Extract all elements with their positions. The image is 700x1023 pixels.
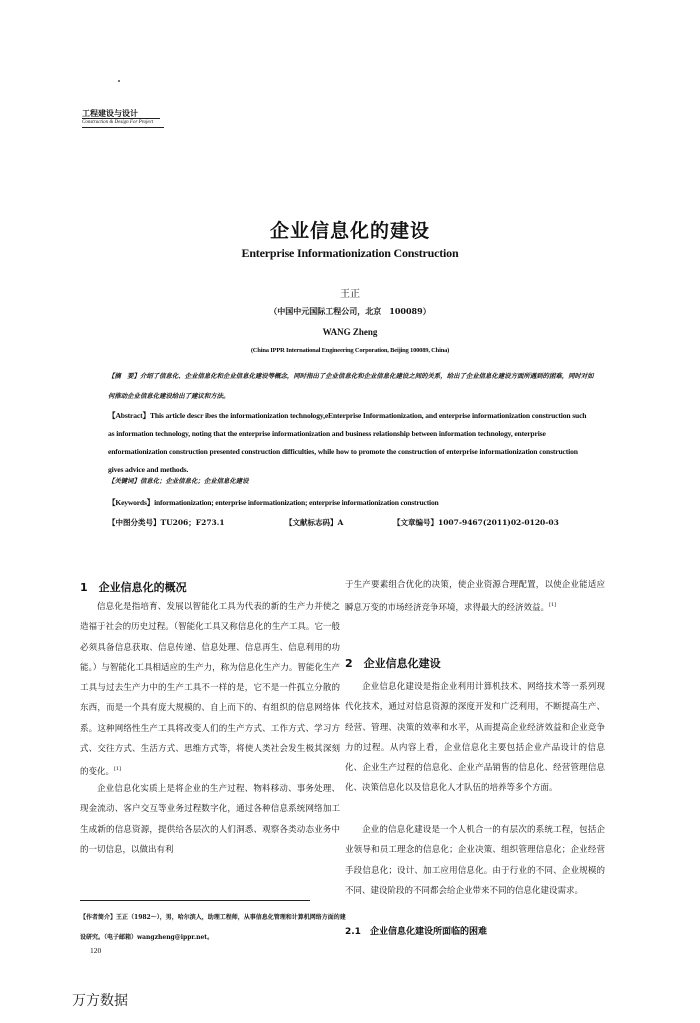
section-2-para-1-text: 企业信息化建设是指企业利用计算机技术、网络技术等一系列现代化技术，通过对信息资源的深度开发和广泛利用，不断提高生产、经营、管理、决策的效率和水平，从而提高企业经济效益和企业竞争力的过程。从内容上看，企业信息化主要包括企业产品设计的信息化、企业生产过程的信息化、企业产品销售的信息化、经营管理信息化、决策信息化以及信息化人才队伍的培养等多个方面。 (345, 682, 605, 794)
keywords-en-label: 【Keywords】 (108, 498, 155, 507)
right-column-continuation (345, 575, 605, 618)
section-1-para-1-text: 信息化是指培育、发展以智能化工具为代表的新的生产力并使之造福于社会的历史过程。（智能化工具又称信息化的生产工具。它一般必须具备信息获取、信息传递、信息处理、信息再生、信息利用的功能。）与智能化工具相适应的生产力，称为信息化生产力。智能化生产工具与过去生产力中的生产工具不一样的是，它不是一件孤立分散的东西，而是一个具有庞大规模的、自上而下的、有组织的信息网络体系。这种网络性生产工具将改变人们的生产方式、工作方式、学习方式、交往方式、生活方式、思维方式等，将使人类社会发生极其深刻的变化。 (80, 602, 340, 778)
abstract-en-label: 【Abstract】 (108, 411, 150, 420)
author-name-cn: 王正 (340, 289, 360, 300)
footnote-label: 【作者简介】 (80, 914, 117, 921)
author-footnote (80, 908, 350, 948)
scan-speck (118, 80, 120, 82)
continuation-text: 于生产要素组合优化的决策，使企业资源合理配置，以使企业能适应瞬息万变的市场经济竞争环境，求得最大的经济效益。 (345, 580, 605, 614)
footnote-rule (80, 900, 310, 901)
page-number: 120 (90, 946, 102, 955)
abstract-en (108, 407, 594, 479)
subsection-2-1-heading: 2.1 企业信息化建设所面临的困难 (345, 927, 487, 937)
section-2-para-1 (345, 677, 605, 799)
journal-name-cn: 工程建设与设计 (82, 108, 138, 118)
author-affiliation-en: (China IPPR International Engineering Corporation, Beijing 100089, China) (250, 347, 450, 354)
paper-title-cn: 企业信息化的建设 (269, 220, 430, 242)
article-number: 【文章编号】1007-9467(2011)02-0120-03 (393, 518, 559, 527)
author-name-en: WANG Zheng (322, 327, 378, 337)
section-2-para-2 (345, 820, 605, 901)
journal-name-en: Construction & Design For Project (82, 118, 160, 125)
section-1-para-2-text: 企业信息化实质上是将企业的生产过程、物料移动、事务处理、现金流动、客户交互等业务过程数字化，通过各种信息系统网络加工生成新的信息资源，提供给各层次的人们洞悉、观察各类动态业务中的一切信息，以做出有利 (80, 784, 340, 855)
clc-number: 【中图分类号】TU206；F273.1 (108, 518, 225, 527)
keywords-cn (108, 476, 249, 485)
abstract-cn-label: 【摘 要】 (108, 372, 140, 380)
section-1-para-1 (80, 597, 340, 783)
section-2-heading: 2 企业信息化建设 (345, 657, 441, 670)
section-1-para-2 (80, 779, 340, 860)
keywords-en-text: informationization; enterprise informationization; enterprise informationization construction (154, 498, 439, 507)
paper-title-en: Enterprise Informationization Construction (241, 246, 459, 260)
abstract-cn (108, 366, 598, 406)
document-code: 【文献标志码】A (285, 518, 344, 527)
section-2-para-2-text: 企业的信息化建设是一个人机合一的有层次的系统工程，包括企业领导和员工理念的信息化；企业决策、组织管理信息化；企业经营手段信息化；设计、加工应用信息化。由于行业的不同、企业规模的不同、建设阶段的不同都会给企业带来不同的信息化建设需求。 (345, 825, 605, 896)
keywords-cn-text: 信息化；企业信息化；企业信息化建设 (139, 477, 249, 485)
keywords-en (108, 497, 439, 508)
header-rule (82, 127, 164, 128)
citation-ref: [1] (549, 602, 557, 609)
abstract-en-text: This article descr ibes the informationization technology,eEnterprise Informationization, and enterprise informationization construction such as information technology, noting that the enterprise informationization and business relationship between information technology, enterprise enformationization construction presented construction difficulties, while how to promote the construction of enterprise informationization construction gives advice and methods. (108, 411, 587, 474)
citation-ref: [1] (114, 766, 122, 773)
watermark-text: 万方数据 (72, 993, 128, 1009)
keywords-cn-label: 【关键词】 (108, 477, 140, 485)
section-1-heading: 1 企业信息化的概况 (80, 581, 187, 594)
author-affiliation-cn: （中国中元国际工程公司，北京 100089） (269, 306, 431, 316)
abstract-cn-text: 介绍了信息化、企业信息化和企业信息化建设等概念，同时指出了企业信息化和企业信息化建设之间的关系，给出了企业信息化建设方面所遇到的困难，同时对如何推动企业信息化建设给出了建议和方法。 (108, 372, 594, 400)
footnote-text: 王正（1982～），男，哈尔滨人，助理工程师，从事信息化管理和计算机网络方面的建设研究。（电子邮箱）wangzheng@ippr.net。 (80, 914, 346, 941)
